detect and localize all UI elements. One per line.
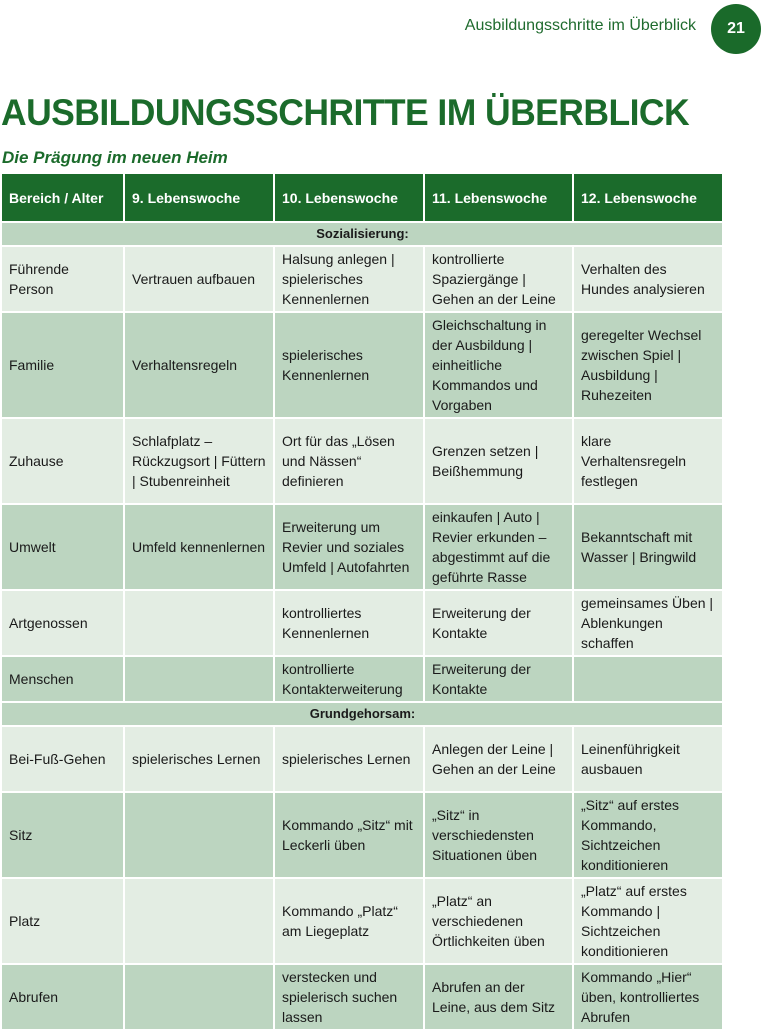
table-cell: Leinenführigkeit ausbauen	[573, 726, 723, 792]
table-cell: verstecken und spielerisch suchen lassen	[274, 964, 424, 1030]
table-cell	[573, 656, 723, 702]
table-cell: Abrufen an der Leine, aus dem Sitz	[424, 964, 573, 1030]
row-label: Umwelt	[1, 504, 124, 590]
table-cell: geregelter Wechsel zwischen Spiel | Ausbildung | Ruhezeiten	[573, 312, 723, 418]
table-cell: Umfeld kennenlernen	[124, 504, 274, 590]
table-row	[1, 878, 723, 964]
section-title: Sozialisierung:	[1, 222, 723, 246]
table-row	[1, 726, 723, 792]
table-cell	[124, 656, 274, 702]
table-cell: „Platz“ an verschiedenen Örtlichkeiten üben	[424, 878, 573, 964]
table-cell: spielerisches Lernen	[124, 726, 274, 792]
column-header: Bereich / Alter	[1, 173, 124, 222]
page-subtitle: Die Prägung im neuen Heim	[2, 148, 228, 167]
table-cell: „Sitz“ in verschiedensten Situationen üben	[424, 792, 573, 878]
table-cell: Kommando „Sitz“ mit Leckerli üben	[274, 792, 424, 878]
table-cell: spielerisches Kennenlernen	[274, 312, 424, 418]
table-cell: Ort für das „Lösen und Nässen“ definieren	[274, 418, 424, 504]
table-cell: Vertrauen aufbauen	[124, 246, 274, 312]
table-header-row	[1, 173, 723, 222]
section-title: Grundgehorsam:	[1, 702, 723, 726]
table-row	[1, 312, 723, 418]
table-cell	[124, 964, 274, 1030]
row-label: Menschen	[1, 656, 124, 702]
table-cell	[124, 590, 274, 656]
table-cell: Bekanntschaft mit Wasser | Bringwild	[573, 504, 723, 590]
table-cell: Gleichschaltung in der Ausbildung | einheitliche Kommandos und Vorgaben	[424, 312, 573, 418]
table-cell: klare Verhaltensregeln festlegen	[573, 418, 723, 504]
table-cell: Kommando „Hier“ üben, kontrolliertes Abrufen	[573, 964, 723, 1030]
table-body	[1, 222, 723, 1030]
running-header-title: Ausbildungsschritte im Überblick	[464, 17, 696, 34]
column-header: 12. Lebenswoche	[573, 173, 723, 222]
table-cell: gemeinsames Üben | Ablenkungen schaffen	[573, 590, 723, 656]
table-cell: Halsung anlegen | spielerisches Kennenlernen	[274, 246, 424, 312]
row-label: Platz	[1, 878, 124, 964]
table-cell: Anlegen der Leine | Gehen an der Leine	[424, 726, 573, 792]
table-row	[1, 504, 723, 590]
section-header-row	[1, 222, 723, 246]
table-cell	[124, 792, 274, 878]
table-cell: kontrollierte Kontakterweiterung	[274, 656, 424, 702]
page-number-badge: 21	[711, 4, 761, 54]
table-cell: „Sitz“ auf erstes Kommando, Sichtzeichen konditionieren	[573, 792, 723, 878]
page-title: AUSBILDUNGSSCHRITTE IM ÜBERBLICK	[1, 92, 690, 133]
table-row	[1, 246, 723, 312]
table-cell: kontrollierte Spaziergänge | Gehen an der Leine	[424, 246, 573, 312]
table-cell: Erweiterung der Kontakte	[424, 656, 573, 702]
section-header-row	[1, 702, 723, 726]
row-label: Führende Person	[1, 246, 124, 312]
row-label: Artgenossen	[1, 590, 124, 656]
table-row	[1, 656, 723, 702]
column-header: 11. Lebenswoche	[424, 173, 573, 222]
table-cell: Verhalten des Hundes analysieren	[573, 246, 723, 312]
training-overview-table	[0, 172, 724, 1031]
row-label: Abrufen	[1, 964, 124, 1030]
row-label: Bei-Fuß-Gehen	[1, 726, 124, 792]
table-cell: Grenzen setzen | Beißhemmung	[424, 418, 573, 504]
table-cell: Schlafplatz – Rückzugsort | Füttern | Stubenreinheit	[124, 418, 274, 504]
table-row	[1, 590, 723, 656]
column-header: 9. Lebenswoche	[124, 173, 274, 222]
table-row	[1, 792, 723, 878]
table-cell: spielerisches Lernen	[274, 726, 424, 792]
table-cell: Erweiterung der Kontakte	[424, 590, 573, 656]
row-label: Zuhause	[1, 418, 124, 504]
row-label: Familie	[1, 312, 124, 418]
table-cell: einkaufen | Auto | Revier erkunden – abgestimmt auf die geführte Rasse	[424, 504, 573, 590]
table-cell: Erweiterung um Revier und soziales Umfeld | Autofahrten	[274, 504, 424, 590]
column-header: 10. Lebenswoche	[274, 173, 424, 222]
table-cell: kontrolliertes Kennenlernen	[274, 590, 424, 656]
table-cell	[124, 878, 274, 964]
table-cell: Kommando „Platz“ am Liegeplatz	[274, 878, 424, 964]
table-row	[1, 418, 723, 504]
table-row	[1, 964, 723, 1030]
row-label: Sitz	[1, 792, 124, 878]
table-cell: „Platz“ auf erstes Kommando | Sichtzeichen konditionieren	[573, 878, 723, 964]
table-cell: Verhaltensregeln	[124, 312, 274, 418]
